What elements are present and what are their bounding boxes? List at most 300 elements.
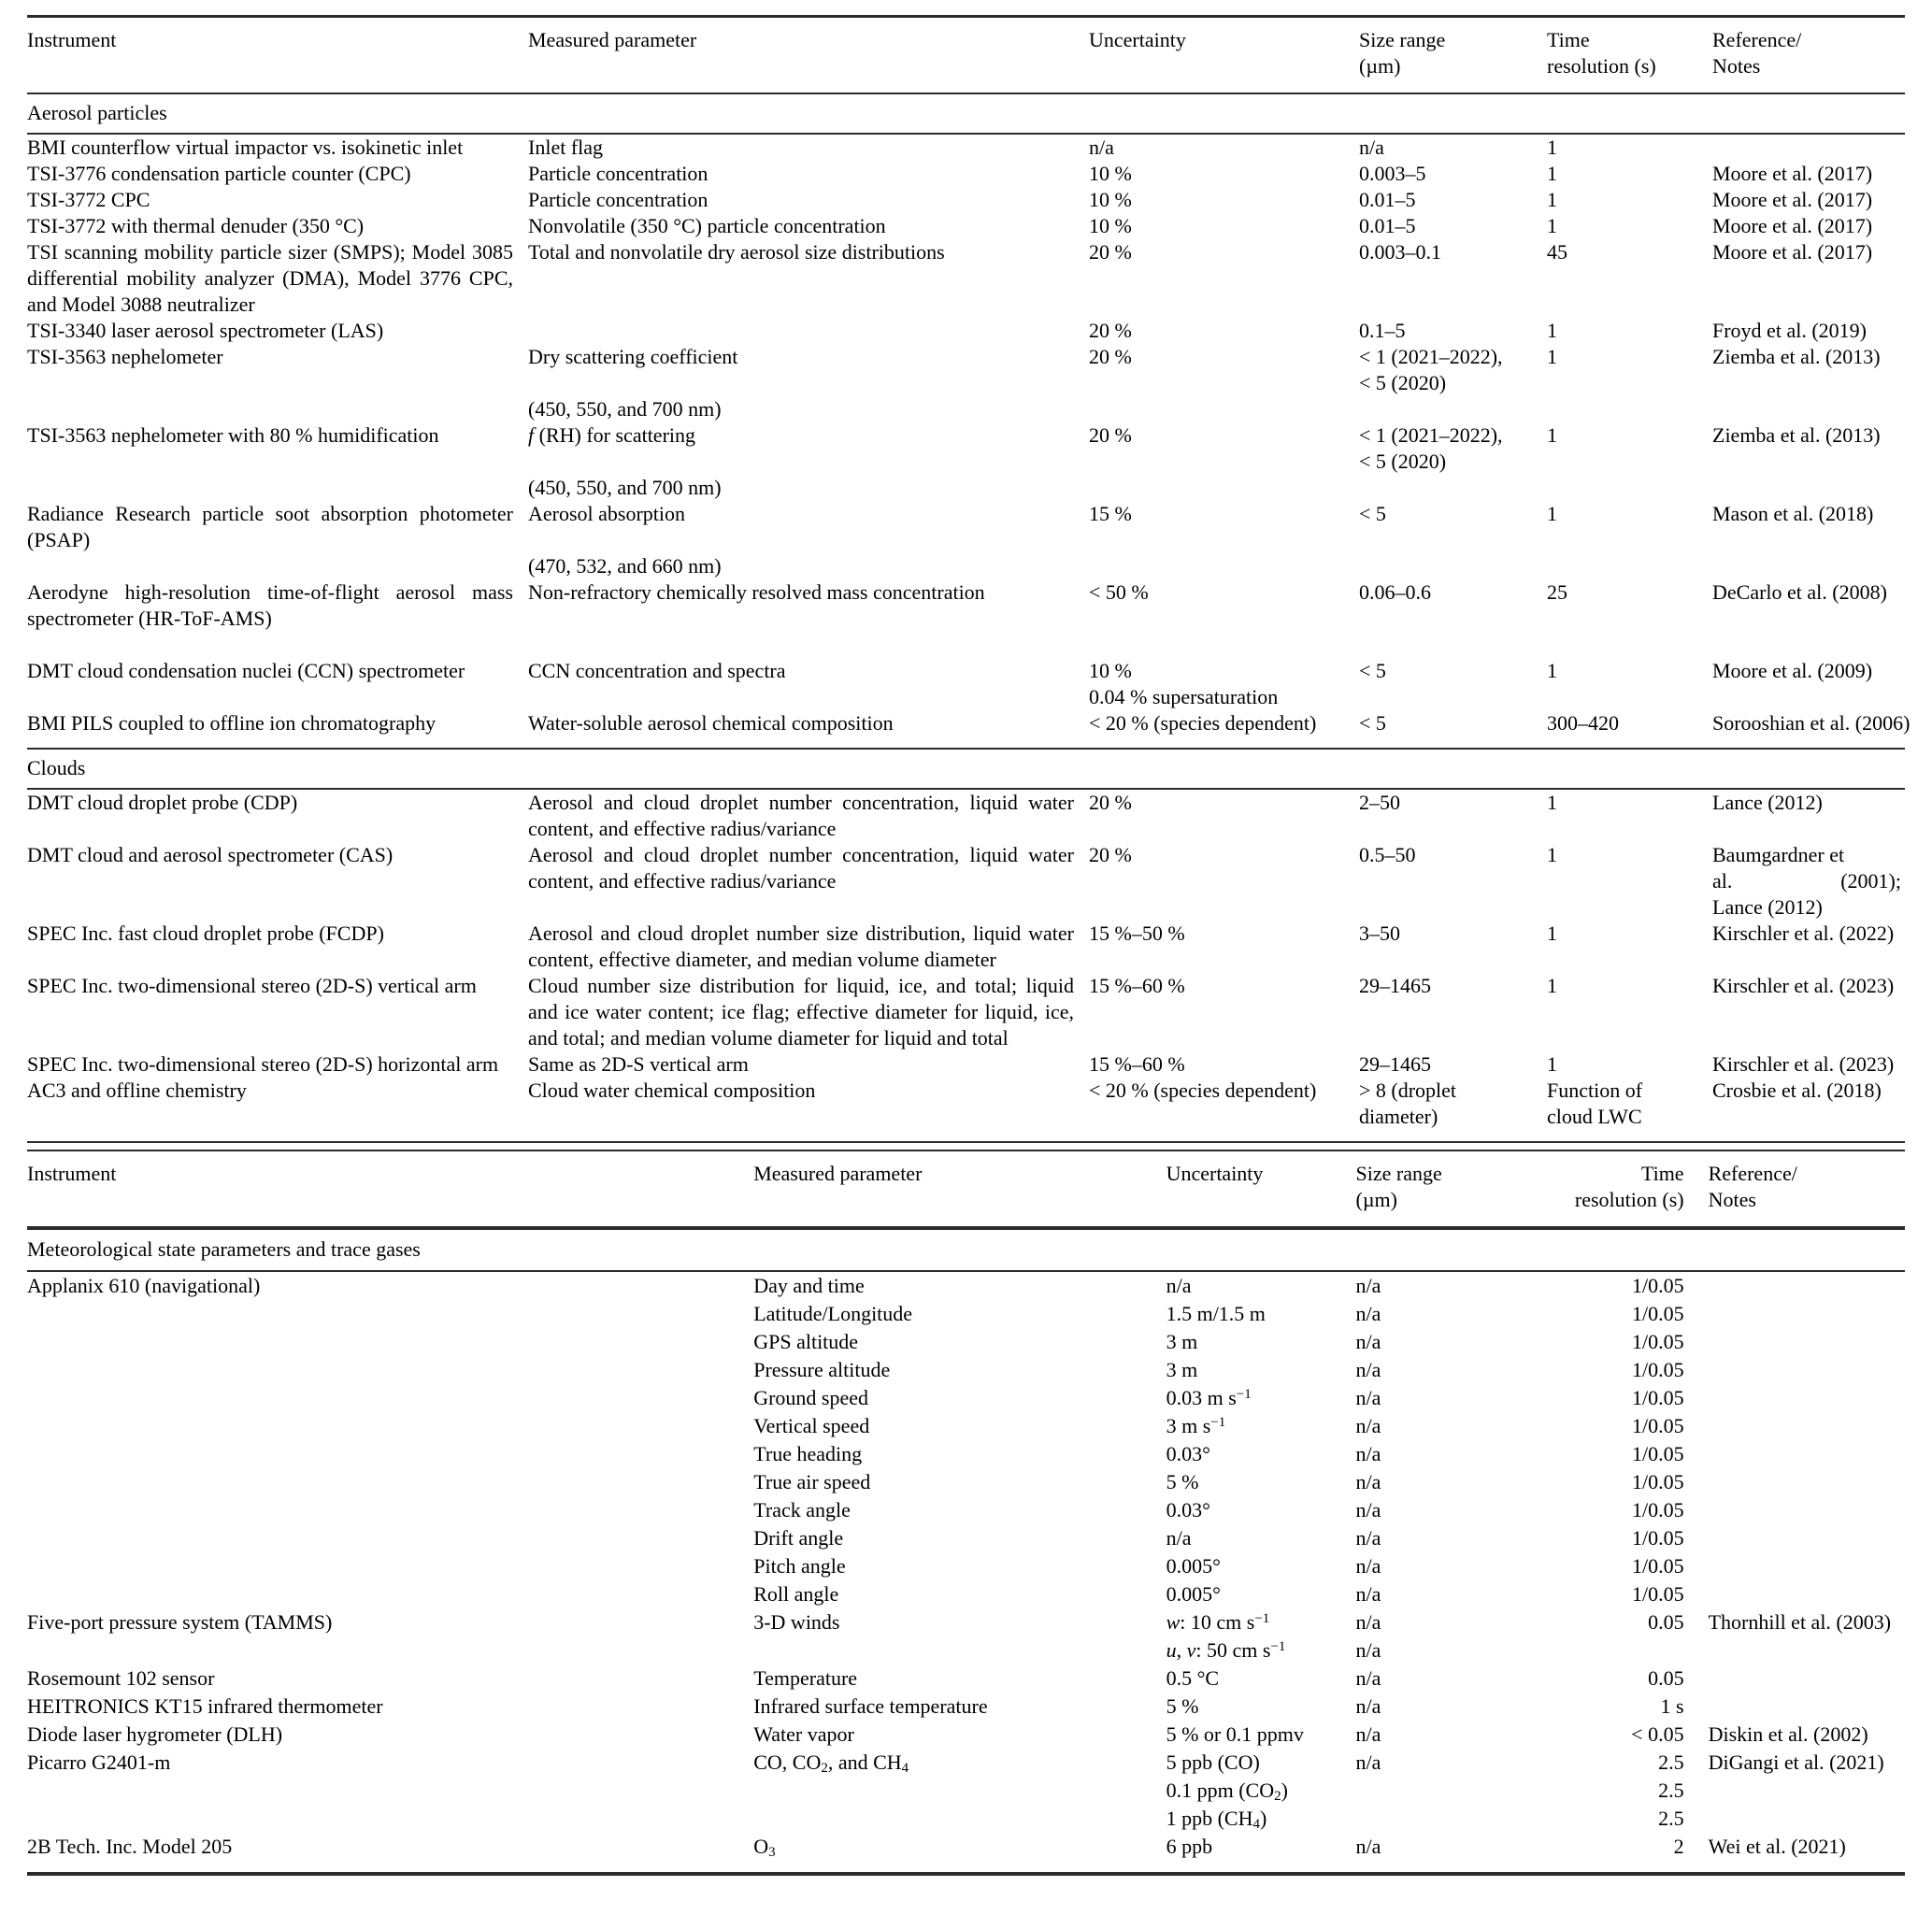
table-row <box>27 422 1905 501</box>
cell-size <box>1359 422 1547 501</box>
section-title: Clouds <box>27 749 1905 789</box>
cell-line: Pressure altitude <box>753 1358 891 1381</box>
cell-line: Crosbie et al. (2018) <box>1712 1079 1882 1102</box>
cell-line: Temperature <box>753 1666 858 1690</box>
cell-line: DiGangi et al. (2021) <box>1708 1750 1884 1774</box>
cell-instrument <box>27 1665 753 1693</box>
cell-line: n/a <box>1359 136 1384 159</box>
cell-line: 5 % <box>1166 1694 1199 1718</box>
table-row <box>27 1721 1905 1749</box>
cell-reference <box>1712 1078 1905 1142</box>
cell-line: n/a <box>1089 136 1114 159</box>
cell-measured <box>528 658 1089 710</box>
cell-line: Diskin et al. (2002) <box>1708 1722 1868 1746</box>
cell-line: 1 <box>1547 1052 1557 1076</box>
cell-line: 1 <box>1547 345 1557 368</box>
cell-size <box>1359 658 1547 710</box>
cell-size <box>1356 1693 1520 1721</box>
cell-size <box>1356 1271 1520 1608</box>
cell-line: n/a <box>1355 1638 1381 1662</box>
cell-line: Rosemount 102 sensor <box>27 1666 215 1690</box>
cell-instrument <box>27 789 528 842</box>
cell-measured <box>753 1833 1166 1874</box>
cell-line: n/a <box>1355 1414 1381 1437</box>
cell-reference <box>1712 842 1905 921</box>
cell-measured <box>528 921 1089 973</box>
cell-line: Drift angle <box>753 1526 844 1550</box>
cell-instrument <box>27 1749 753 1833</box>
cell-line: 10 % <box>1089 214 1132 237</box>
cell-line: 2B Tech. Inc. Model 205 <box>27 1835 233 1858</box>
table-row <box>27 1271 1905 1608</box>
cell-line: 20 % <box>1089 319 1132 342</box>
cell-size <box>1359 579 1547 658</box>
cell-measured <box>528 973 1089 1051</box>
col-header-uncertainty: Uncertainty <box>1166 1162 1264 1185</box>
cell-time <box>1547 134 1712 161</box>
cell-line: 2 <box>1673 1835 1684 1858</box>
cell-line: 1/0.05 <box>1631 1414 1684 1437</box>
col-header-reference-notes: Reference/ Notes <box>1708 1162 1797 1211</box>
cell-line: 1/0.05 <box>1631 1386 1684 1409</box>
cell-line: cloud LWC <box>1547 1105 1642 1128</box>
cell-line: 29–1465 <box>1359 1052 1431 1076</box>
cell-line: (450, 550, and 700 nm) <box>528 397 722 421</box>
cell-size <box>1359 161 1547 187</box>
cell-line: < 50 % <box>1089 580 1149 604</box>
cell-reference <box>1712 921 1905 973</box>
cell-line: 20 % <box>1089 423 1132 447</box>
cell-line: 0.005° <box>1166 1582 1221 1606</box>
cell-instrument <box>27 161 528 187</box>
cell-size <box>1356 1721 1520 1749</box>
cell-line: 0.06–0.6 <box>1359 580 1431 604</box>
cell-line: 1 <box>1547 136 1557 159</box>
cell-size <box>1359 318 1547 344</box>
cell-instrument <box>27 1721 753 1749</box>
cell-reference <box>1712 134 1905 161</box>
cell-instrument <box>27 187 528 213</box>
cell-size <box>1359 134 1547 161</box>
cell-uncertainty <box>1089 318 1359 344</box>
col-header-size-range: Size range (µm) <box>1359 28 1446 78</box>
cell-line: 1 <box>1547 319 1557 342</box>
cell-uncertainty <box>1089 213 1359 239</box>
cell-line <box>27 632 513 658</box>
cell-line: 1/0.05 <box>1631 1358 1684 1381</box>
cell-line: 0.01–5 <box>1359 188 1416 211</box>
cell-line: 45 <box>1547 240 1567 264</box>
cell-size <box>1359 344 1547 422</box>
cell-line: 5 ppb (CO) <box>1166 1750 1260 1774</box>
cell-line: n/a <box>1355 1694 1381 1718</box>
cell-uncertainty <box>1089 134 1359 161</box>
cell-reference <box>1712 239 1905 318</box>
cell-line: TSI-3772 CPC <box>27 188 150 211</box>
cell-line: Radiance Research particle soot absorption photometer (PSAP) <box>27 502 513 551</box>
cell-line: 20 % <box>1089 791 1132 814</box>
cell-time <box>1547 318 1712 344</box>
cell-line: Froyd et al. (2019) <box>1712 319 1867 342</box>
cell-line: Thornhill et al. (2003) <box>1708 1610 1892 1634</box>
document-page <box>27 15 1911 1876</box>
cell-line: Infrared surface temperature <box>753 1694 988 1718</box>
cell-line: 15 %–60 % <box>1089 974 1185 997</box>
cell-line: n/a <box>1355 1666 1381 1690</box>
cell-line: TSI-3772 with thermal denuder (350 °C) <box>27 214 365 237</box>
cell-time <box>1547 842 1712 921</box>
cell-line: Applanix 610 (navigational) <box>27 1274 261 1297</box>
cell-line: TSI-3776 condensation particle counter (CPC) <box>27 162 411 185</box>
table-row <box>27 161 1905 187</box>
table-row <box>27 318 1905 344</box>
cell-line: (470, 532, and 660 nm) <box>528 554 722 578</box>
cell-line: Diode laser hygrometer (DLH) <box>27 1722 283 1746</box>
cell-line: 10 % <box>1089 659 1132 682</box>
cell-line: 0.03° <box>1166 1442 1210 1465</box>
cell-line: Particle concentration <box>528 188 708 211</box>
cell-line: Moore et al. (2009) <box>1712 659 1873 682</box>
cell-line: Five-port pressure system (TAMMS) <box>27 1610 333 1634</box>
cell-line: Ziemba et al. (2013) <box>1712 345 1881 368</box>
cell-line: 3 m $s^{-1}$ <box>1166 1414 1226 1437</box>
cell-line: Baumgardner et <box>1712 843 1845 866</box>
cell-uncertainty <box>1089 658 1359 710</box>
cell-instrument <box>27 842 528 921</box>
cell-size <box>1356 1665 1520 1693</box>
cell-uncertainty <box>1089 422 1359 501</box>
cell-line: < 5 <box>1359 659 1386 682</box>
cell-reference <box>1712 187 1905 213</box>
cell-uncertainty <box>1089 161 1359 187</box>
cell-reference <box>1712 658 1905 710</box>
cell-line: n/a <box>1355 1302 1381 1325</box>
cell-line: 0.005° <box>1166 1554 1221 1578</box>
instrument-table-meteorological <box>27 1150 1905 1876</box>
cell-instrument <box>27 134 528 161</box>
cell-line: 1 ppb $(CH_4)$ <box>1166 1807 1267 1832</box>
cell-line: < 5 (2020) <box>1359 450 1447 473</box>
cell-line: Roll angle <box>753 1582 839 1606</box>
cell-line: n/a <box>1355 1498 1381 1522</box>
cell-time <box>1547 1078 1712 1142</box>
cell-line: n/a <box>1166 1274 1192 1297</box>
col-header-measured-parameter: Measured parameter <box>528 28 697 51</box>
cell-line: al. (2001); <box>1712 869 1901 893</box>
cell-instrument <box>27 422 528 501</box>
cell-line: u, v: 50 cm $s^{-1}$ <box>1166 1638 1286 1662</box>
cell-uncertainty <box>1089 344 1359 422</box>
cell-size <box>1359 842 1547 921</box>
cell-reference <box>1686 1271 1905 1608</box>
cell-line: 1/0.05 <box>1631 1526 1684 1550</box>
cell-line: < 5 <box>1359 711 1386 735</box>
cell-measured <box>753 1271 1166 1608</box>
cell-line: CCN concentration and spectra <box>528 659 786 682</box>
cell-uncertainty <box>1166 1721 1356 1749</box>
cell-line: Same as 2D-S vertical arm <box>528 1052 749 1076</box>
table-row <box>27 187 1905 213</box>
cell-line: < 5 <box>1359 502 1386 525</box>
cell-instrument <box>27 579 528 658</box>
cell-line: 2.5 <box>1658 1807 1684 1830</box>
cell-line: < 20 % (species dependent) <box>1089 1079 1317 1102</box>
cell-measured <box>528 239 1089 318</box>
cell-measured <box>528 579 1089 658</box>
cell-uncertainty <box>1166 1833 1356 1874</box>
cell-time <box>1547 161 1712 187</box>
cell-instrument <box>27 921 528 973</box>
cell-size <box>1359 213 1547 239</box>
cell-reference <box>1686 1665 1905 1693</box>
cell-line: 20 % <box>1089 345 1132 368</box>
cell-line: 5 % <box>1166 1470 1199 1493</box>
cell-line: Day and time <box>753 1274 865 1297</box>
cell-line: Moore et al. (2017) <box>1712 240 1873 264</box>
cell-measured <box>528 1051 1089 1078</box>
cell-instrument <box>27 710 528 749</box>
cell-uncertainty <box>1089 842 1359 921</box>
cell-line: TSI scanning mobility particle sizer (SMPS); Model 3085 differential mobility analyzer (DMA), Model 3776 CPC, and Model 3088 neutralizer <box>27 240 513 316</box>
cell-line: 0.5 °C <box>1166 1666 1220 1690</box>
cell-line: 0.03 m $s^{-1}$ <box>1166 1386 1252 1409</box>
cell-line: 300–420 <box>1547 711 1619 735</box>
cell-line: 2.5 <box>1658 1750 1684 1774</box>
cell-size <box>1356 1833 1520 1874</box>
cell-line: Non-refractory chemically resolved mass concentration <box>528 580 985 604</box>
cell-size <box>1359 187 1547 213</box>
cell-line: True heading <box>753 1442 863 1465</box>
cell-line: 1 <box>1547 502 1557 525</box>
cell-line: 1/0.05 <box>1631 1302 1684 1325</box>
cell-line: Cloud number size distribution for liquid, ice, and total; liquid and ice water content; ice flag; effective diameter for liquid, ice, and total; and median volume diameter for liquid and total <box>528 974 1074 1050</box>
cell-time <box>1547 789 1712 842</box>
cell-size <box>1359 789 1547 842</box>
cell-line: Kirschler et al. (2023) <box>1712 1052 1895 1076</box>
cell-measured <box>528 501 1089 579</box>
cell-line: n/a <box>1355 1610 1381 1634</box>
table-row <box>27 921 1905 973</box>
cell-line: 1 <box>1547 188 1557 211</box>
cell-uncertainty <box>1089 501 1359 579</box>
cell-measured <box>528 710 1089 749</box>
cell-line: 20 % <box>1089 843 1132 866</box>
cell-line: Dry scattering coefficient <box>528 345 738 368</box>
cell-line: n/a <box>1166 1526 1192 1550</box>
cell-instrument <box>27 239 528 318</box>
cell-measured <box>753 1665 1166 1693</box>
cell-line: 0.01–5 <box>1359 214 1416 237</box>
cell-uncertainty <box>1089 239 1359 318</box>
cell-line: 0.003–5 <box>1359 162 1426 185</box>
cell-instrument <box>27 1271 753 1608</box>
cell-line: Moore et al. (2017) <box>1712 188 1873 211</box>
cell-line: < 1 (2021–2022), <box>1359 423 1503 447</box>
cell-line: < 0.05 <box>1631 1722 1684 1746</box>
cell-line: n/a <box>1355 1750 1381 1774</box>
cell-uncertainty <box>1089 1051 1359 1078</box>
cell-time <box>1547 213 1712 239</box>
section-row <box>27 1228 1905 1271</box>
cell-instrument <box>27 1693 753 1721</box>
cell-time <box>1547 239 1712 318</box>
cell-uncertainty <box>1089 921 1359 973</box>
cell-size <box>1359 239 1547 318</box>
cell-instrument <box>27 318 528 344</box>
col-header-time-resolution: Time resolution (s) <box>1547 28 1656 78</box>
cell-line: 3-D winds <box>753 1610 840 1634</box>
cell-line: 1/0.05 <box>1631 1470 1684 1493</box>
cell-line: Aerosol and cloud droplet number size distribution, liquid water content, effective diameter, and median volume diameter <box>528 922 1074 971</box>
table-row <box>27 1608 1905 1665</box>
header-row <box>27 17 1905 94</box>
cell-line: 25 <box>1547 580 1567 604</box>
cell-line: Latitude/Longitude <box>753 1302 913 1325</box>
table-row <box>27 1833 1905 1874</box>
cell-line: Water vapor <box>753 1722 854 1746</box>
cell-line: n/a <box>1355 1274 1381 1297</box>
cell-uncertainty <box>1089 789 1359 842</box>
cell-line: 1 <box>1547 974 1557 997</box>
cell-line: 0.05 <box>1648 1610 1684 1634</box>
cell-line: Lance (2012) <box>1712 895 1823 919</box>
cell-instrument <box>27 658 528 710</box>
table-row <box>27 658 1905 710</box>
cell-line: HEITRONICS KT15 infrared thermometer <box>27 1694 383 1718</box>
cell-time <box>1519 1833 1686 1874</box>
cell-line: n/a <box>1355 1835 1381 1858</box>
cell-line: AC3 and offline chemistry <box>27 1079 247 1102</box>
cell-line: 5 % or 0.1 ppmv <box>1166 1722 1304 1746</box>
cell-line: 1/0.05 <box>1631 1442 1684 1465</box>
cell-line: 1 <box>1547 162 1557 185</box>
cell-line: < 5 (2020) <box>1359 371 1447 394</box>
header-row <box>27 1150 1905 1228</box>
cell-measured <box>528 422 1089 501</box>
cell-reference <box>1712 422 1905 501</box>
cell-measured <box>528 161 1089 187</box>
cell-line: 0.1–5 <box>1359 319 1406 342</box>
cell-reference <box>1686 1721 1905 1749</box>
cell-line: Vertical speed <box>753 1414 870 1437</box>
cell-line: Aerosol absorption <box>528 502 686 525</box>
cell-line: Ground speed <box>753 1386 869 1409</box>
table-row <box>27 134 1905 161</box>
cell-line: Cloud water chemical composition <box>528 1079 816 1102</box>
cell-line: 1 <box>1547 791 1557 814</box>
cell-line: 10 % <box>1089 162 1132 185</box>
cell-line: 0.05 <box>1648 1666 1684 1690</box>
cell-line: Kirschler et al. (2023) <box>1712 974 1895 997</box>
cell-measured <box>528 789 1089 842</box>
cell-line: 15 % <box>1089 502 1132 525</box>
section-title: Meteorological state parameters and trace gases <box>27 1228 1905 1271</box>
cell-time <box>1547 658 1712 710</box>
cell-uncertainty <box>1089 1078 1359 1142</box>
cell-line: 0.5–50 <box>1359 843 1416 866</box>
cell-size <box>1359 973 1547 1051</box>
cell-line: Aerodyne high-resolution time-of-flight aerosol mass spectrometer (HR-ToF-AMS) <box>27 580 513 630</box>
cell-line: $O_3$ <box>753 1835 776 1860</box>
cell-uncertainty <box>1089 710 1359 749</box>
cell-line: SPEC Inc. two-dimensional stereo (2D-S) horizontal arm <box>27 1052 499 1076</box>
cell-measured <box>753 1749 1166 1833</box>
cell-reference <box>1712 789 1905 842</box>
cell-uncertainty <box>1089 187 1359 213</box>
col-header-instrument: Instrument <box>27 1162 117 1185</box>
cell-reference <box>1712 579 1905 658</box>
cell-time <box>1547 710 1712 749</box>
cell-line: DeCarlo et al. (2008) <box>1712 580 1887 604</box>
cell-measured <box>753 1721 1166 1749</box>
table-row <box>27 973 1905 1051</box>
section-title: Aerosol particles <box>27 93 1905 134</box>
cell-time <box>1547 579 1712 658</box>
cell-line: DMT cloud condensation nuclei (CCN) spectrometer <box>27 659 465 682</box>
table-row <box>27 344 1905 422</box>
cell-line: n/a <box>1355 1470 1381 1493</box>
col-header-reference-notes: Reference/ Notes <box>1712 28 1802 78</box>
cell-measured <box>528 344 1089 422</box>
cell-line: Aerosol and cloud droplet number concentration, liquid water content, and effective radius/variance <box>528 791 1074 840</box>
cell-line: Lance (2012) <box>1712 791 1823 814</box>
cell-line: Ziemba et al. (2013) <box>1712 423 1881 447</box>
cell-line: 2.5 <box>1658 1779 1684 1802</box>
cell-reference <box>1686 1749 1905 1833</box>
cell-time <box>1519 1721 1686 1749</box>
cell-measured <box>753 1693 1166 1721</box>
cell-line: Inlet flag <box>528 136 604 159</box>
cell-line: TSI-3563 nephelometer <box>27 345 223 368</box>
cell-uncertainty <box>1166 1271 1356 1608</box>
table-row <box>27 1693 1905 1721</box>
cell-line: 6 ppb <box>1166 1835 1213 1858</box>
col-header-measured-parameter: Measured parameter <box>753 1162 923 1185</box>
cell-reference <box>1712 501 1905 579</box>
cell-line: CO, $CO_2$, and $CH_4$ <box>753 1750 909 1776</box>
cell-size <box>1356 1608 1520 1665</box>
cell-time <box>1519 1693 1686 1721</box>
cell-time <box>1519 1608 1686 1665</box>
cell-line: n/a <box>1355 1582 1381 1606</box>
cell-uncertainty <box>1166 1749 1356 1833</box>
cell-line: 1 <box>1547 214 1557 237</box>
cell-time <box>1547 187 1712 213</box>
cell-line: 1 <box>1547 423 1557 447</box>
cell-line: Sorooshian et al. (2006) <box>1712 711 1911 735</box>
cell-time <box>1547 921 1712 973</box>
cell-line: n/a <box>1355 1386 1381 1409</box>
cell-line: < 1 (2021–2022), <box>1359 345 1503 368</box>
cell-line: n/a <box>1355 1358 1381 1381</box>
cell-uncertainty <box>1166 1665 1356 1693</box>
cell-reference <box>1712 710 1911 749</box>
cell-instrument <box>27 344 528 422</box>
cell-line: 0.1 ppm $(CO_2)$ <box>1166 1779 1288 1804</box>
cell-reference <box>1686 1693 1905 1721</box>
cell-uncertainty <box>1166 1608 1356 1665</box>
cell-instrument <box>27 1608 753 1665</box>
cell-reference <box>1712 1051 1905 1078</box>
table-row <box>27 1051 1905 1078</box>
cell-line <box>528 527 1074 553</box>
cell-line: n/a <box>1355 1526 1381 1550</box>
cell-line: < 20 % (species dependent) <box>1089 711 1317 735</box>
cell-reference <box>1712 344 1905 422</box>
cell-reference <box>1712 973 1905 1051</box>
cell-time <box>1519 1271 1686 1608</box>
instrument-table-aerosol-clouds <box>27 15 1911 1143</box>
